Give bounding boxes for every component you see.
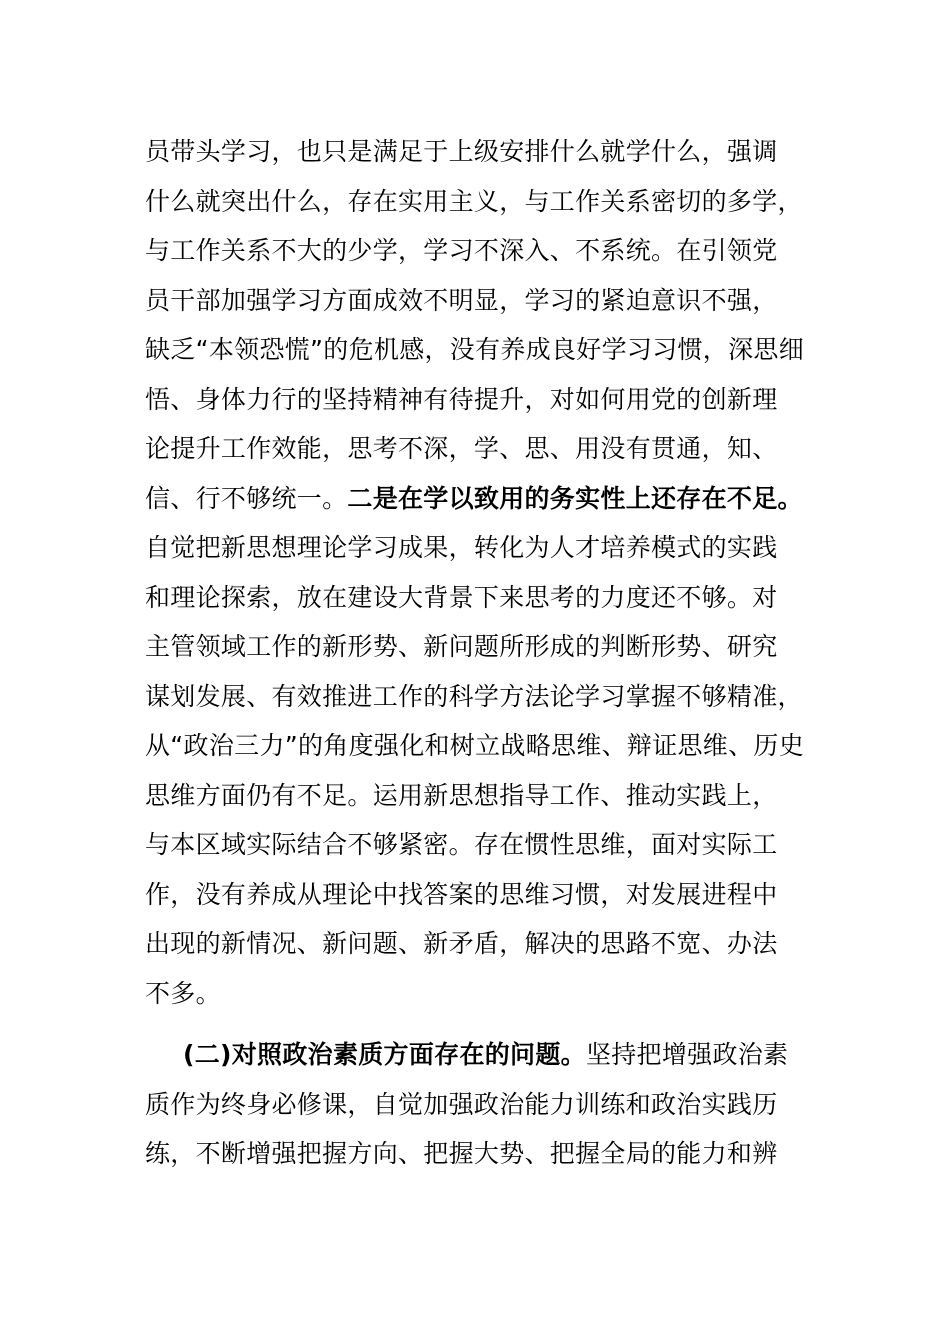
text-line: 和理论探索，放在建设大背景下来思考的力度还不够。对 xyxy=(145,582,778,612)
text-line: 从“政治三力”的角度强化和树立战略思维、辩证思维、历史 xyxy=(145,731,805,760)
section-heading-line xyxy=(145,1030,810,1080)
text-line: 员干部加强学习方面成效不明显，学习的紧迫意识不强， xyxy=(145,285,778,315)
document-body xyxy=(145,127,810,1179)
text-line: 质作为终身必修课，自觉加强政治能力训练和政治实践历 xyxy=(145,1089,778,1119)
text-line: 思维方面仍有不足。运用新思想指导工作、推动实践上， xyxy=(145,780,778,810)
text-line: 员带头学习，也只是满足于上级安排什么就学什么，强调 xyxy=(145,137,778,166)
text-line: 练，不断增强把握方向、把握大势、把握全局的能力和辨 xyxy=(145,1139,778,1168)
text-line: 不多。 xyxy=(145,978,221,1008)
text-line: 与工作关系不大的少学，学习不深入、不系统。在引领党 xyxy=(145,236,778,265)
text-line: 谋划发展、有效推进工作的科学方法论学习掌握不够精准， xyxy=(145,681,803,711)
section-heading: (二)对照政治素质方面存在的问题。 xyxy=(183,1040,586,1069)
text-line: 与本区域实际结合不够紧密。存在惯性思维，面对实际工 xyxy=(145,830,778,859)
text-line: 自觉把新思想理论学习成果，转化为人才培养模式的实践 xyxy=(145,533,778,562)
text-line: 论提升工作效能，思考不深，学、思、用没有贯通，知、 xyxy=(145,434,778,463)
text-line: 出现的新情况、新问题、新矛盾，解决的思路不宽、办法 xyxy=(145,929,778,958)
text-line: 作，没有养成从理论中找答案的思维习惯，对发展进程中 xyxy=(145,879,778,909)
text-line: 缺乏“本领恐慌”的危机感，没有养成良好学习习惯，深思细 xyxy=(145,335,805,364)
text-run: 坚持把增强政治素 xyxy=(585,1040,789,1069)
text-line: 悟、身体力行的坚持精神有待提升，对如何用党的创新理 xyxy=(145,384,778,414)
bold-heading-run: 二是在学以致用的务实性上还存在不足。 xyxy=(347,483,803,513)
text-line-mixed xyxy=(145,474,810,524)
paragraph-gap xyxy=(145,1018,810,1030)
text-run: 信、行不够统一。 xyxy=(145,483,348,513)
text-line: 什么就突出什么，存在实用主义，与工作关系密切的多学， xyxy=(145,186,803,216)
text-line: 主管领域工作的新形势、新问题所形成的判断形势、研究 xyxy=(145,632,778,661)
